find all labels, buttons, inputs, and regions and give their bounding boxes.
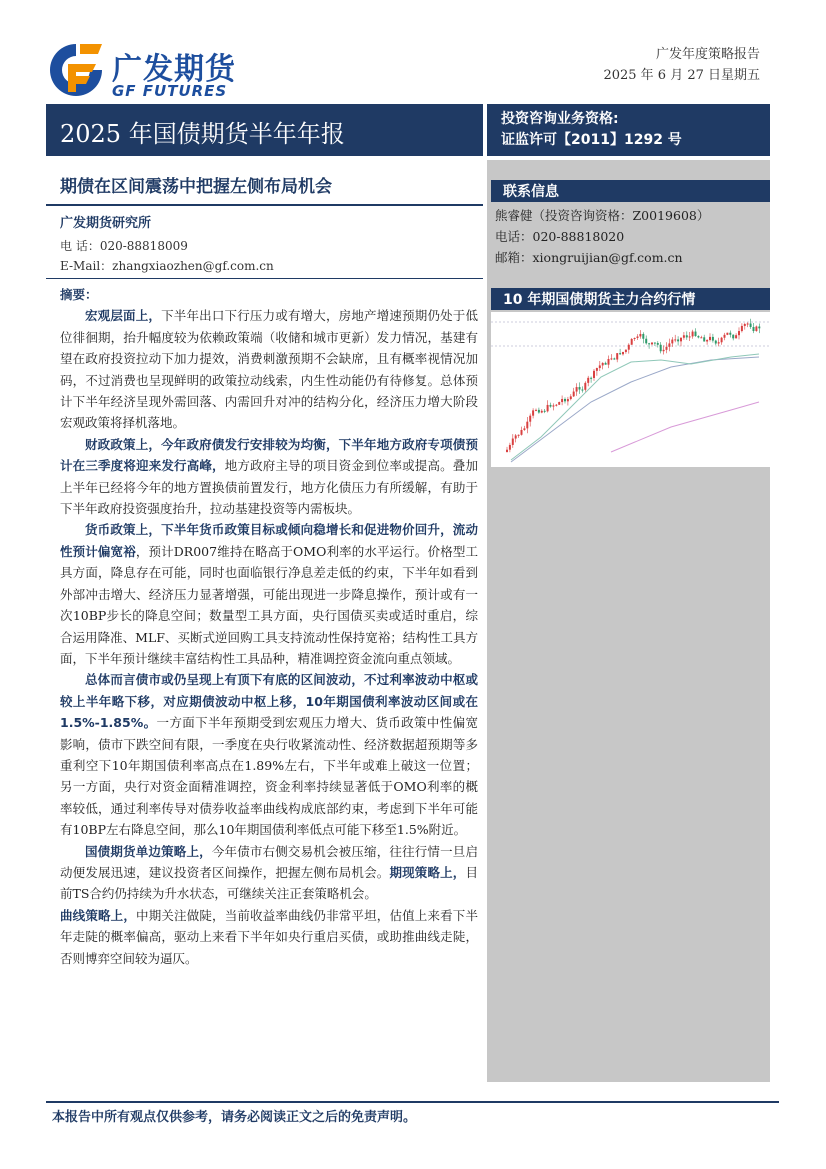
abstract-section — [60, 284, 478, 969]
analyst-email[interactable]: 邮箱：xiongruijian@gf.com.cn — [495, 250, 683, 265]
candle-body — [703, 337, 705, 341]
paragraph-fiscal: 财政政策上，今年政府债发行安排较为均衡，下半年地方政府专项债预计在三季度将迎来发行高峰，地方政府主导的项目资金到位率或提高。叠加上半年已经将今年的地方置换债前置发行，地方化债压力有所缓解，有助于下半年政府投资强度抬升，拉动基建投资等内需板块。 — [60, 436, 478, 517]
candle-body — [639, 334, 641, 337]
candle-body — [668, 343, 670, 346]
candle-body — [555, 405, 557, 406]
candle-body — [718, 342, 720, 343]
candle-body — [680, 338, 682, 342]
candle-body — [602, 363, 604, 366]
disclaimer-footer: 本报告中所有观点仅供参考，请务必阅读正文之后的免责声明。 — [52, 1110, 417, 1125]
candle-body — [724, 335, 726, 338]
candle-body — [700, 337, 702, 338]
candle-body — [550, 405, 552, 407]
candle-body — [619, 353, 621, 354]
candle-body — [729, 333, 731, 335]
price-chart — [491, 312, 770, 467]
candle-body — [564, 399, 566, 401]
candle-body — [567, 399, 569, 401]
candle-body — [697, 336, 699, 337]
candle-body — [645, 339, 647, 344]
candle-body — [706, 340, 708, 342]
candle-body — [529, 416, 531, 422]
contact-info — [495, 205, 709, 268]
paragraph-monetary: 货币政策上，下半年货币政策目标或倾向稳增长和促进物价回升，流动性预计偏宽裕，预计DR007维持在略高于OMO利率的水平运行。价格型工具方面，降息存在可能，同时也面临银行净息差走低的约束，下半年如看到外部冲击增大、经济压力显著增强，可能出现进一步降息操作，预计或有一次10BP步长的降息空间；数量型工具方面，央行国债买卖或适时重启，综合运用降准、MLF、买断式逆回购工具支持流动性保持宽裕；结构性工具方面，下半年预计继续丰富结构性工具品种，精准调控资金流向重点领域。 — [60, 522, 478, 666]
candle-body — [660, 345, 662, 351]
qualification-line-2: 证监许可【2011】1292 号 — [501, 132, 682, 148]
candle-body — [547, 405, 549, 411]
candle-body — [509, 445, 511, 450]
candle-body — [732, 335, 734, 339]
candle-body — [738, 331, 740, 335]
candle-body — [599, 365, 601, 368]
institute-email[interactable]: E-Mail：zhangxiaozhen@gf.com.cn — [60, 259, 274, 273]
candle-body — [521, 430, 523, 435]
candle-body — [683, 335, 685, 337]
title-banner — [46, 104, 483, 156]
candle-body — [753, 327, 755, 331]
candle-body — [747, 324, 749, 325]
candle-body — [535, 410, 537, 411]
header-meta — [603, 44, 760, 86]
candle-body — [523, 428, 525, 430]
candle-body — [686, 335, 688, 337]
candle-body — [541, 411, 543, 413]
candle-body — [605, 363, 607, 365]
paragraph-curve: 曲线策略上，中期关注做陡，当前收益率曲线仍非常平坦，估值上来看下半年走陡的概率偏高，驱动上来看下半年如央行重启买债，或助推曲线走陡，否则博弈空间较为逼仄。 — [60, 907, 478, 966]
report-subtitle: 期债在区间震荡中把握左侧布局机会 — [60, 177, 332, 197]
candle-body — [532, 410, 534, 415]
candle-body — [608, 359, 610, 365]
candle-body — [657, 343, 659, 345]
candle-body — [663, 350, 665, 351]
candle-body — [750, 324, 752, 327]
candle-body — [518, 435, 520, 436]
candle-body — [721, 338, 723, 343]
candle-body — [709, 337, 711, 340]
candle-body — [642, 334, 644, 339]
contact-heading: 联系信息 — [491, 180, 770, 202]
candle-body — [671, 340, 673, 344]
candle-body — [735, 335, 737, 338]
chart-heading: 10 年期国债期货主力合约行情 — [491, 288, 770, 310]
candle-body — [596, 368, 598, 371]
candle-body — [651, 343, 653, 345]
candle-body — [666, 347, 668, 350]
candle-body — [628, 345, 630, 350]
divider — [46, 278, 483, 279]
paragraph-strategy: 国债期货单边策略上，今年债市右侧交易机会被压缩，往往行情一旦启动便发展迅速，建议投资者区间操作，把握左侧布局机会。期现策略上，目前TS合约仍持续为升水状态，可继续关注正套策略机会。 — [60, 843, 478, 902]
candle-body — [581, 390, 583, 391]
candle-body — [637, 336, 639, 338]
candle-body — [648, 343, 650, 344]
candle-body — [622, 352, 624, 354]
candle-body — [593, 371, 595, 378]
candle-body — [712, 337, 714, 341]
candle-body — [613, 358, 615, 359]
candle-body — [570, 396, 572, 399]
report-title: 2025 年国债期货半年年报 — [60, 120, 345, 148]
candle-body — [584, 383, 586, 390]
candle-body — [715, 341, 717, 344]
candle-body — [610, 358, 612, 359]
divider — [46, 204, 483, 206]
candle-body — [695, 332, 697, 337]
report-date: 2025 年 6 月 27 日星期五 — [603, 68, 760, 83]
candle-body — [544, 411, 546, 412]
qualification-box — [487, 104, 770, 156]
paragraph-summary: 总体而言债市或仍呈现上有顶下有底的区间波动，不过利率波动中枢或较上半年略下移，对应期债波动中枢上移，10年期国债利率波动区间或在1.5%-1.85%。一方面下半年预期受到宏观压力增大、货币政策中性偏宽影响，债市下跌空间有限，一季度在央行收紧流动性、经济数据超预期等多重利空下10年期国债利率高点在1.89%左右，下半年或难上破这一位置；另一方面，央行对资金面精准调控，资金利率持续显著低于OMO利率的概率较低，通过利率传导对债券收益率曲线构成底部约束，考虑到下半年可能有10BP左右降息空间，那么10年期国债利率低点可能下移至1.5%附近。 — [60, 672, 478, 838]
candle-body — [634, 338, 636, 339]
candle-body — [576, 387, 578, 391]
candle-body — [515, 435, 517, 438]
candle-body — [587, 378, 589, 383]
candlestick-chart — [491, 312, 770, 467]
candle-body — [677, 339, 679, 341]
company-logo — [46, 40, 266, 102]
candle-body — [755, 327, 757, 332]
candle-body — [590, 378, 592, 379]
brand-name-en: GF FUTURES — [112, 82, 228, 100]
brand-name-cn: 广发期货 — [112, 52, 236, 87]
candle-body — [625, 350, 627, 352]
gf-logo-mark-icon — [46, 40, 106, 100]
candle-body — [552, 405, 554, 406]
report-type: 广发年度策略报告 — [655, 47, 760, 62]
candle-body — [744, 324, 746, 326]
candle-body — [573, 392, 575, 397]
qualification-line-1: 投资咨询业务资格: — [501, 111, 619, 127]
candle-body — [654, 343, 656, 344]
paragraph-macro: 宏观层面上，下半年出口下行压力或有增大，房地产增速预期仍处于低位徘徊期，抬升幅度较为依赖政策端（收储和城市更新）发力情况，基建有望在政府投资拉动下加力提效，消费刺激预期不会缺席，且有概率视情况加码，不过消费也呈现鲜明的政策拉动线索，内生性动能仍有待修复。总体预计下半年经济呈现外需回落、内需回升对冲的结构分化，经济压力增大阶段宏观政策将择机落地。 — [60, 308, 478, 431]
candle-body — [741, 326, 743, 331]
candle-body — [558, 402, 560, 405]
institute-name: 广发期货研究所 — [60, 216, 152, 231]
footer-divider — [46, 1101, 779, 1103]
abstract-label: 摘要： — [60, 287, 98, 302]
candle-body — [561, 399, 563, 402]
candle-body — [692, 332, 694, 337]
candle-body — [506, 450, 508, 452]
candle-body — [758, 327, 760, 329]
analyst-phone: 电话：020-88818020 — [495, 229, 625, 244]
candle-body — [616, 353, 618, 359]
candles — [506, 319, 760, 453]
candle-body — [512, 439, 514, 445]
candle-body — [526, 422, 528, 429]
candle-body — [726, 333, 728, 335]
ma-line-long — [611, 402, 759, 452]
candle-body — [538, 410, 540, 413]
analyst-name: 熊睿健（投资咨询资格：Z0019608） — [495, 208, 710, 223]
candle-body — [674, 339, 676, 340]
candle-body — [631, 339, 633, 345]
institute-contact — [60, 236, 274, 276]
candle-body — [579, 387, 581, 389]
candle-body — [689, 336, 691, 337]
institute-phone: 电 话：020-88818009 — [60, 239, 188, 253]
